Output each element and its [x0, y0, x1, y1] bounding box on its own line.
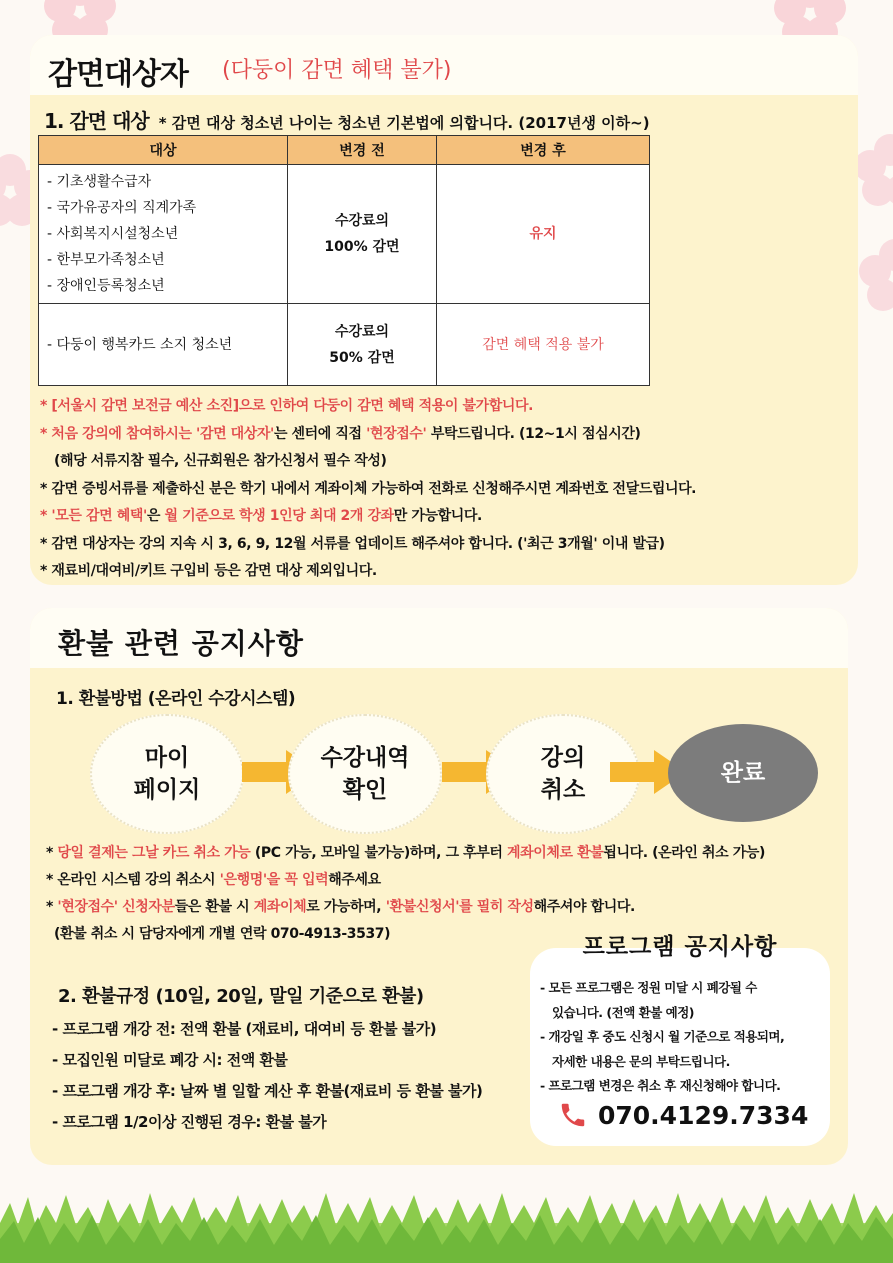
note-highlight: 다둥이 감면 혜택 적용이 불가	[313, 398, 489, 414]
note-text: 해주세요	[328, 872, 381, 888]
table-cell	[39, 165, 288, 304]
table-header: 변경 후	[437, 136, 650, 165]
note-text: 만 가능합니다.	[393, 508, 482, 524]
grass-decoration	[0, 1183, 893, 1263]
note-highlight: 월 기준으로 학생 1인당 최대 2개 강좌	[164, 508, 394, 524]
refund-title-bar	[30, 608, 848, 668]
discount-title-bar	[30, 35, 858, 95]
note-text: (PC 가능, 모바일 불가능)하며, 그 후부터	[250, 845, 508, 861]
note-highlight: 계좌이체로 환불	[507, 845, 604, 861]
cell-text: 수강료의	[334, 323, 390, 340]
note-text: 로 가능하며,	[306, 899, 386, 915]
cell-text: 50% 감면	[329, 349, 395, 366]
step-label: 수강내역	[320, 745, 410, 771]
rule-item: - 프로그램 개강 후: 날짜 별 일할 계산 후 환불(재료비 등 환불 불가)	[52, 1082, 483, 1100]
phone-number: 070.4129.7334	[598, 1100, 809, 1130]
note-line	[40, 393, 696, 421]
table-cell: 감면 혜택 적용 불가	[437, 304, 650, 386]
note-line	[46, 867, 765, 894]
table-cell: 유지	[437, 165, 650, 304]
program-notice-card	[530, 934, 830, 1146]
cell-text: 100% 감면	[324, 239, 400, 255]
discount-panel	[30, 35, 858, 585]
note-text: 는 센터에 직접	[273, 425, 367, 442]
program-notice-body	[540, 976, 784, 1099]
table-row	[39, 165, 650, 304]
note-text: 됩니다. (온라인 취소 가능)	[603, 845, 765, 861]
flow-step-history	[288, 714, 442, 834]
note-line: * 감면 증빙서류를 제출하신 분은 학기 내에서 계좌이체 가능하여 전화로 신청해주시면 계좌번호 전달드립니다.	[40, 480, 697, 497]
note-highlight: '현장접수' 신청자분	[57, 899, 175, 915]
note-line: * 재료비/대여비/키트 구입비 등은 감면 대상 제외입니다.	[40, 563, 377, 579]
notice-line: - 프로그램 변경은 취소 후 재신청해야 합니다.	[540, 1078, 781, 1093]
rule-item: - 프로그램 개강 전: 전액 환불 (재료비, 대여비 등 환불 불가)	[52, 1020, 437, 1038]
note-highlight: 당일 결제는 그날 카드 취소 가능	[57, 845, 251, 861]
notice-line: 자세한 내용은 문의 부탁드립니다.	[552, 1053, 730, 1069]
step-label: 확인	[342, 777, 388, 803]
discount-title: 감면대상자	[48, 57, 188, 92]
refund-rules	[52, 1014, 482, 1138]
notice-line: - 모든 프로그램은 정원 미달 시 폐강될 수	[540, 980, 757, 995]
refund-flow	[90, 714, 810, 830]
table-cell	[39, 304, 288, 386]
phone-icon	[558, 1100, 588, 1130]
refund-rules-title: 2. 환불규정 (10일, 20일, 말일 기준으로 환불)	[58, 986, 424, 1007]
step-label: 페이지	[133, 777, 201, 803]
note-highlight: '환불신청서'를 필히 작성	[385, 899, 534, 915]
note-highlight: 계좌이체	[253, 899, 307, 915]
note-line	[46, 894, 765, 921]
note-text: 해주셔야 합니다.	[533, 899, 635, 915]
program-notice-title: 프로그램 공지사항	[582, 934, 778, 960]
blossom-decoration	[855, 235, 893, 315]
note-text: *	[46, 899, 58, 915]
note-line	[40, 421, 696, 449]
note-highlight: * '모든 감면 혜택'	[40, 508, 147, 524]
table-row	[39, 304, 650, 386]
table-header: 대상	[39, 136, 288, 165]
refund-method-title: 1. 환불방법 (온라인 수강시스템)	[56, 689, 296, 709]
flow-step-mypage	[90, 714, 244, 834]
discount-section-heading	[44, 105, 650, 134]
note-text: 부탁드립니다. (12~1시 점심시간)	[426, 425, 641, 442]
rule-item: - 프로그램 1/2이상 진행된 경우: 환불 불가	[52, 1113, 327, 1131]
note-text: * 온라인 시스템 강의 취소시	[46, 872, 220, 888]
note-line	[46, 840, 765, 867]
discount-table	[38, 135, 650, 386]
discount-section-title: 1. 감면 대상	[44, 109, 149, 133]
step-label: 완료	[720, 760, 766, 786]
note-text: 은	[146, 508, 165, 524]
list-item: - 사회복지시설청소년	[47, 226, 179, 242]
table-cell	[288, 304, 437, 386]
table-cell	[288, 165, 437, 304]
step-label: 취소	[540, 777, 586, 803]
rule-item: - 모집인원 미달로 폐강 시: 전액 환불	[52, 1051, 288, 1069]
list-item: - 국가유공자의 직계가족	[47, 200, 197, 216]
step-label: 강의	[540, 745, 586, 771]
notice-line: - 개강일 후 중도 신청시 월 기준으로 적용되며,	[540, 1029, 785, 1044]
note-text: *	[46, 845, 58, 861]
notice-line: 있습니다. (전액 환불 예정)	[552, 1004, 694, 1020]
table-header: 변경 전	[288, 136, 437, 165]
step-label: 마이	[144, 745, 190, 771]
cell-text: 수강료의	[334, 213, 390, 229]
note-highlight: * 처음 강의에 참여하시는 '감면 대상자'	[40, 425, 274, 442]
note-line	[40, 503, 696, 531]
list-item: - 기초생활수급자	[47, 174, 152, 190]
note-text: * [서울시 감면 보전금 예산 소진]으로 인하여	[40, 398, 314, 414]
discount-notes	[40, 393, 696, 586]
note-highlight: '현장접수'	[366, 425, 427, 442]
list-item: - 장애인등록청소년	[47, 278, 165, 294]
note-text: 합니다.	[488, 398, 534, 414]
discount-section-note: * 감면 대상 청소년 나이는 청소년 기본법에 의합니다. (2017년생 이하~)	[158, 114, 650, 132]
refund-panel	[30, 608, 848, 1165]
phone-contact[interactable]	[558, 1100, 808, 1130]
list-item: - 다둥이 행복카드 소지 청소년	[47, 336, 233, 353]
table-header-row	[39, 136, 650, 165]
discount-subtitle: (다둥이 감면 혜택 불가)	[222, 58, 452, 83]
refund-title: 환불 관련 공지사항	[58, 627, 304, 660]
note-line: (해당 서류지참 필수, 신규회원은 참가신청서 필수 작성)	[54, 453, 387, 469]
note-line: * 감면 대상자는 강의 지속 시 3, 6, 9, 12월 서류를 업데이트 해주셔야 합니다. ('최근 3개월' 이내 발급)	[40, 535, 665, 552]
note-text: 들은 환불 시	[174, 899, 254, 915]
note-line: (환불 취소 시 담당자에게 개별 연락 070-4913-3537)	[54, 926, 391, 942]
flow-step-complete	[668, 724, 818, 822]
note-highlight: '은행명'을 꼭 입력	[219, 872, 329, 888]
list-item: - 한부모가족청소년	[47, 252, 165, 268]
